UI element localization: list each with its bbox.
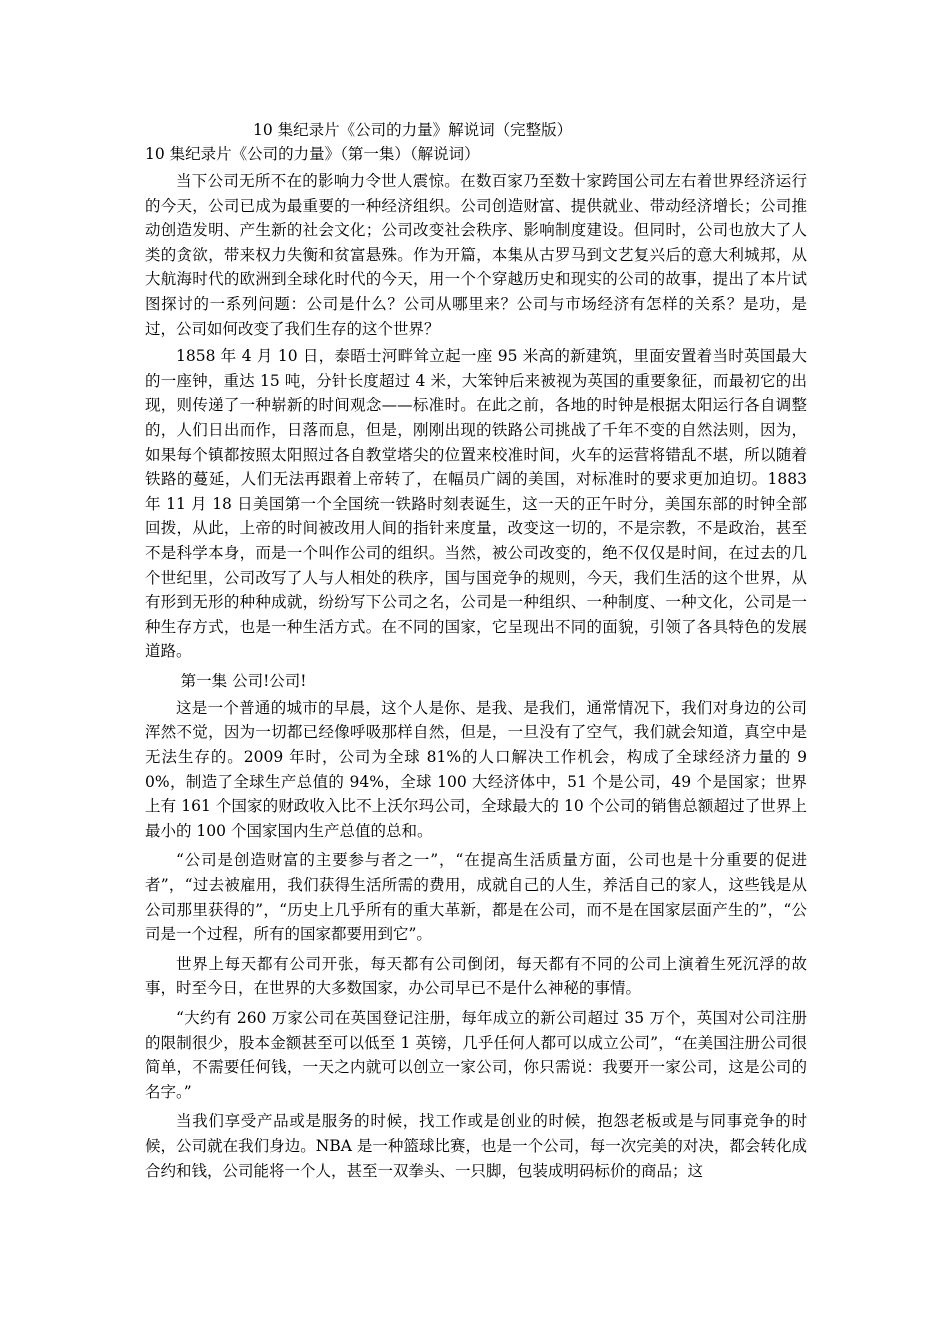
- episode-heading: 10 集纪录片《公司的力量》（第一集）（解说词）: [145, 145, 480, 163]
- paragraph-city-morning: 这是一个普通的城市的早晨，这个人是你、是我、是我们，通常情况下，我们对身边的公司浑然不觉，因为一切都已经像呼吸那样自然，但是，一旦没有了空气，我们就会知道，真空中是无法生存的。2009 年时，公司为全球 81%的人口解决工作机会，构成了全球经济力量的 90%，制造了全球生产总值的 94%，全球 100 大经济体中，51 个是公司，49 个是国家；世界上有 161 个国家的财政收入比不上沃尔玛公司，全球最大的 10 个公司的销售总额超过了世界上最小的 100 个国家国内生产总值的总和。: [145, 698, 807, 840]
- section-title: 第一集 公司!公司!: [180, 671, 307, 690]
- paragraph-quotes: “公司是创造财富的主要参与者之一”，“在提高生活质量方面，公司也是十分重要的促进者”，“过去被雇用，我们获得生活所需的费用，成就自己的人生，养活自己的家人，这些钱是从公司那里获得的”，“历史上几乎所有的重大革新，都是在公司，而不是在国家层面产生的”，“公司是一个过程，所有的国家都要用到它”。: [145, 851, 807, 944]
- paragraph-intro-summary: 当下公司无所不在的影响力令世人震惊。在数百家乃至数十家跨国公司左右着世界经济运行的今天，公司已成为最重要的一种经济组织。公司创造财富、提供就业、带动经济增长；公司推动创造发明、产生新的社会文化；公司改变社会秩序、影响制度建设。但同时，公司也放大了人类的贪欲，带来权力失衡和贫富悬殊。作为开篇，本集从古罗马到文艺复兴后的意大利城邦，从大航海时代的欧洲到全球化时代的今天，用一个个穿越历史和现实的公司的故事，提出了本片试图探讨的一系列问题：公司是什么？公司从哪里来？公司与市场经济有怎样的关系？是功，是过，公司如何改变了我们生存的这个世界？: [145, 172, 807, 338]
- paragraph-big-ben: 1858 年 4 月 10 日，泰晤士河畔耸立起一座 95 米高的新建筑，里面安置着当时英国最大的一座钟，重达 15 吨，分针长度超过 4 米，大笨钟后来被视为英国的重要象征，而最初它的出现，则传递了一种崭新的时间观念——标准时。在此之前，各地的时钟是根据太阳运行各自调整的，人们日出而作，日落而息，但是，刚刚出现的铁路公司挑战了千年不变的自然法则，因为，如果每个镇都按照太阳照过各自教堂塔尖的位置来校准时间，火车的运营将错乱不堪，所以随着铁路的蔓延，人们无法再跟着上帝转了，在幅员广阔的美国，对标准时的要求更加迫切。1883 年 11 月 18 日美国第一个全国统一铁路时刻表诞生，这一天的正午时分，美国东部的时钟全部回拨，从此，上帝的时间被改用人间的指针来度量，改变这一切的，不是宗教，不是政治，甚至不是科学本身，而是一个叫作公司的组织。当然，被公司改变的，绝不仅仅是时间，在过去的几个世纪里，公司改写了人与人相处的秩序，国与国竞争的规则，今天，我们生活的这个世界，从有形到无形的种种成就，纷纷写下公司之名，公司是一种组织、一种制度、一种文化，公司是一种生存方式，也是一种生活方式。在不同的国家，它呈现出不同的面貌，引领了各具特色的发展道路。: [145, 347, 807, 661]
- document-title: 10 集纪录片《公司的力量》解说词（完整版）: [253, 121, 573, 139]
- paragraph-companies-daily: 世界上每天都有公司开张，每天都有公司倒闭，每天都有不同的公司上演着生死沉浮的故事，时至今日，在世界的大多数国家，办公司早已不是什么神秘的事情。: [145, 954, 807, 998]
- document-page: [145, 118, 807, 1188]
- paragraph-registration: “大约有 260 万家公司在英国登记注册，每年成立的新公司超过 35 万个，英国对公司注册的限制很少，股本金额甚至可以低至 1 英镑，几乎任何人都可以成立公司”，“在美国注册公司很简单，不需要任何钱，一天之内就可以创立一家公司，你只需说：我要开一家公司，这是公司的名字。”: [145, 1009, 807, 1101]
- paragraph-nba: 当我们享受产品或是服务的时候，找工作或是创业的时候，抱怨老板或是与同事竞争的时候，公司就在我们身边。NBA 是一种篮球比赛，也是一个公司，每一次完美的对决，都会转化成合约和钱，公司能将一个人，甚至一双拳头、一只脚，包装成明码标价的商品；这: [145, 1112, 807, 1180]
